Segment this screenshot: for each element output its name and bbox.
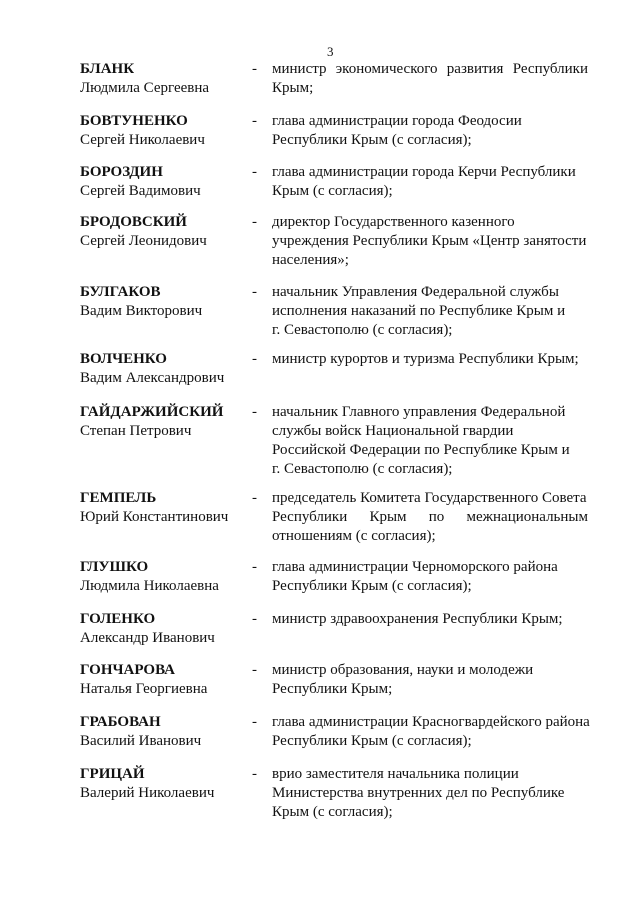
position-line: начальник Главного управления Федеральной: [272, 404, 566, 420]
position-line: Республики Крым (с согласия);: [272, 132, 472, 148]
dash-separator: -: [252, 404, 257, 420]
position-line: Республики Крым;: [272, 681, 393, 697]
member-surname: БУЛГАКОВ: [80, 284, 161, 300]
member-given-names: Вадим Викторович: [80, 303, 203, 319]
position-line: министр образования, науки и молодежи: [272, 662, 534, 678]
member-surname: ВОЛЧЕНКО: [80, 351, 167, 367]
member-given-names: Юрий Константинович: [80, 509, 229, 525]
dash-separator: -: [252, 214, 257, 230]
dash-separator: -: [252, 490, 257, 506]
member-surname: БЛАНК: [80, 61, 135, 77]
member-given-names: Людмила Сергеевна: [80, 80, 210, 96]
member-given-names: Василий Иванович: [80, 733, 202, 749]
member-position: [272, 489, 588, 546]
position-line: Крым (с согласия);: [272, 804, 393, 820]
position-line: г. Севастополю (с согласия);: [272, 461, 453, 477]
dash-separator: -: [252, 611, 257, 627]
position-line: населения»;: [272, 252, 349, 268]
member-position: [272, 765, 588, 822]
member-surname: БОВТУНЕНКО: [80, 113, 188, 129]
member-surname: ГРАБОВАН: [80, 714, 161, 730]
member-given-names: Сергей Николаевич: [80, 132, 205, 148]
position-line: директор Государственного казенного: [272, 214, 515, 230]
member-surname: ГРИЦАЙ: [80, 766, 145, 782]
page-number: 3: [327, 44, 334, 59]
position-line: исполнения наказаний по Республике Крым и: [272, 303, 566, 319]
dash-separator: -: [252, 766, 257, 782]
member-position: [272, 60, 588, 98]
member-position: [272, 283, 588, 340]
member-given-names: Сергей Вадимович: [80, 183, 201, 199]
member-given-names: Вадим Александрович: [80, 370, 225, 386]
member-position: [272, 610, 588, 629]
member-position: [272, 558, 588, 596]
position-line: Российской Федерации по Республике Крым и: [272, 442, 570, 458]
position-line: г. Севастополю (с согласия);: [272, 322, 453, 338]
member-surname: БОРОЗДИН: [80, 164, 163, 180]
member-surname: БРОДОВСКИЙ: [80, 214, 187, 230]
position-line: начальник Управления Федеральной службы: [272, 284, 559, 300]
position-line: учреждения Республики Крым «Центр занятости: [272, 233, 587, 249]
dash-separator: -: [252, 714, 257, 730]
position-line: отношениям (с согласия);: [272, 528, 436, 544]
member-given-names: Людмила Николаевна: [80, 578, 219, 594]
dash-separator: -: [252, 662, 257, 678]
member-position: [272, 112, 588, 150]
member-position: [272, 713, 588, 751]
member-given-names: Наталья Георгиевна: [80, 681, 208, 697]
position-line: министр экономического развития Республики: [272, 61, 588, 77]
member-given-names: Валерий Николаевич: [80, 785, 215, 801]
position-line: Министерства внутренних дел по Республике: [272, 785, 565, 801]
member-surname: ГАЙДАРЖИЙСКИЙ: [80, 404, 224, 420]
position-line: глава администрации города Феодосии: [272, 113, 522, 129]
member-surname: ГОНЧАРОВА: [80, 662, 175, 678]
position-line: Республики Крым (с согласия);: [272, 578, 472, 594]
member-position: [272, 661, 588, 699]
position-line: министр здравоохранения Республики Крым;: [272, 611, 563, 627]
dash-separator: -: [252, 164, 257, 180]
position-line: врио заместителя начальника полиции: [272, 766, 519, 782]
position-line: глава администрации Красногвардейского района: [272, 714, 590, 730]
member-surname: ГЛУШКО: [80, 559, 149, 575]
dash-separator: -: [252, 351, 257, 367]
position-line: службы войск Национальной гвардии: [272, 423, 514, 439]
member-position: [272, 163, 588, 201]
dash-separator: -: [252, 61, 257, 77]
position-line: глава администрации Черноморского района: [272, 559, 558, 575]
dash-separator: -: [252, 559, 257, 575]
member-given-names: Сергей Леонидович: [80, 233, 207, 249]
position-line: Крым (с согласия);: [272, 183, 393, 199]
member-position: [272, 403, 588, 479]
member-position: [272, 350, 588, 369]
position-line: глава администрации города Керчи Республики: [272, 164, 576, 180]
position-line: председатель Комитета Государственного Совета: [272, 490, 587, 506]
position-line: Республики Крым по межнациональным: [272, 509, 588, 525]
dash-separator: -: [252, 284, 257, 300]
dash-separator: -: [252, 113, 257, 129]
member-given-names: Степан Петрович: [80, 423, 192, 439]
member-given-names: Александр Иванович: [80, 630, 215, 646]
member-surname: ГОЛЕНКО: [80, 611, 156, 627]
position-line: министр курортов и туризма Республики Крым;: [272, 351, 579, 367]
position-line: Республики Крым (с согласия);: [272, 733, 472, 749]
member-surname: ГЕМПЕЛЬ: [80, 490, 157, 506]
member-position: [272, 213, 588, 270]
position-line: Крым;: [272, 80, 314, 96]
